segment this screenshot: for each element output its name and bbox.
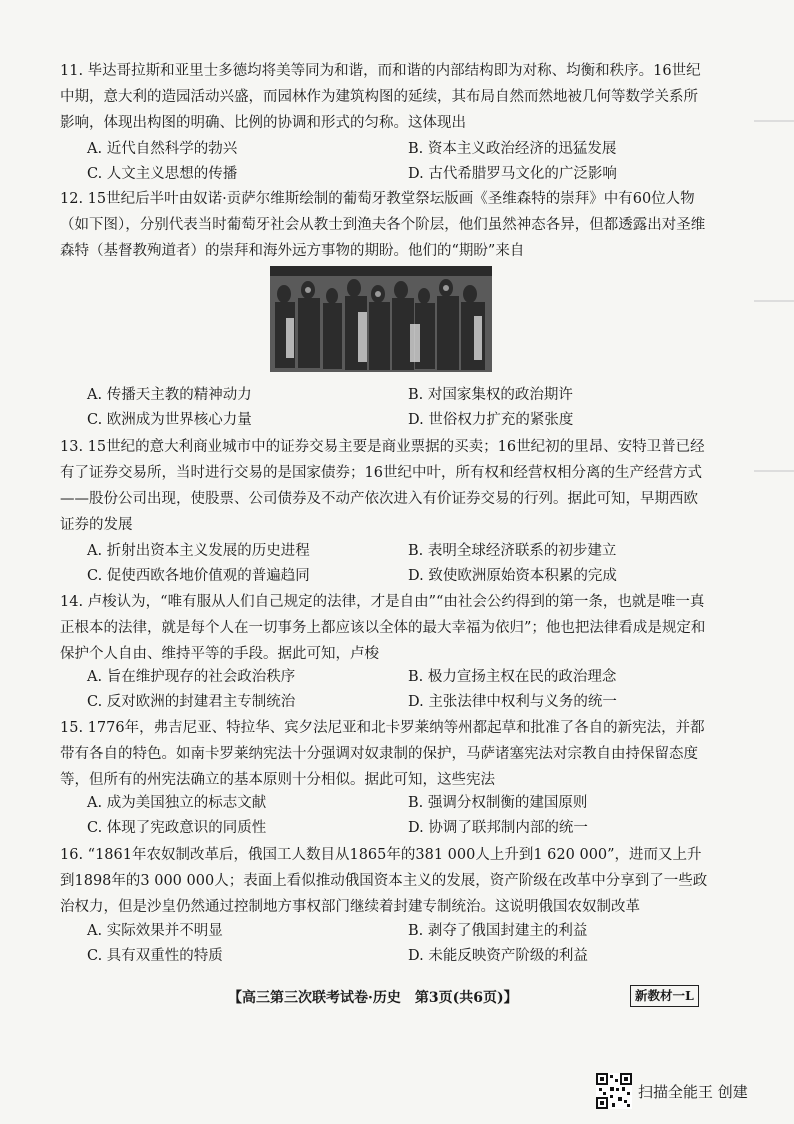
question-stem: 16. “1861年农奴制改革后，俄国工人数目从1865年的381 000人上升到1 620 000”，进而又上升到1898年的3 000 000人；表面上看似推动俄国资本主义的发展，资产阶级在改革中分享到了一些政治权力，但是沙皇仍然通过控制地方事权部门继续着封建专制统治。这说明俄国农奴制改革: [60, 847, 708, 915]
question-16: [60, 842, 710, 920]
margin-mark: [754, 120, 794, 122]
option-a: A. 旨在维护现存的社会政治秩序: [87, 669, 296, 685]
question-stem: 12. 15世纪后半叶由奴诺·贡萨尔维斯绘制的葡萄牙教堂祭坛版画《圣维森特的崇拜》中有60位人物（如下图），分别代表当时葡萄牙社会从教士到渔夫各个阶层，他们虽然神态各异，但都透露出对圣维森特（基督教殉道者）的崇拜和海外远方事物的期盼。他们的“期盼”来自: [60, 191, 706, 259]
option-c: C. 反对欧洲的封建君主专制统治: [87, 694, 296, 710]
question-13: [60, 434, 710, 538]
option-a: A. 传播天主教的精神动力: [87, 387, 252, 403]
option-a: A. 折射出资本主义发展的历史进程: [87, 543, 310, 559]
margin-mark: [754, 300, 794, 302]
option-a: A. 实际效果并不明显: [87, 923, 223, 939]
option-b: B. 对国家集权的政治期许: [408, 387, 573, 403]
question-stem: 13. 15世纪的意大利商业城市中的证券交易主要是商业票据的买卖；16世纪初的里昂、安特卫普已经有了证券交易所，当时进行交易的是国家债券；16世纪中叶，所有权和经营权相分离的生产经营方式——股份公司出现，使股票、公司债券及不动产依次进入有价证券交易的行列。据此可知，早期西欧证券的发展: [60, 439, 705, 533]
option-c: C. 具有双重性的特质: [87, 948, 223, 964]
question-stem: 15. 1776年，弗吉尼亚、特拉华、宾夕法尼亚和北卡罗莱纳等州都起草和批准了各自的新宪法，并都带有各自的特色。如南卡罗莱纳宪法十分强调对奴隶制的保护，马萨诸塞宪法对宗教自由持保留态度等，但所有的州宪法确立的基本原则十分相似。据此可知，这些宪法: [60, 720, 705, 788]
option-d: D. 主张法律中权利与义务的统一: [408, 694, 617, 710]
question-12: [60, 186, 710, 264]
option-d: D. 协调了联邦制内部的统一: [408, 820, 588, 836]
margin-mark: [754, 470, 794, 472]
question-stem: 11. 毕达哥拉斯和亚里士多德均将美等同为和谐，而和谐的内部结构即为对称、均衡和秩序。16世纪中期，意大利的造园活动兴盛，而园林作为建筑构图的延续，其布局自然而然地被几何等数学关系所影响，体现出构图的明确、比例的协调和形式的匀称。这体现出: [60, 63, 701, 131]
scanner-watermark-label: 扫描全能王 创建: [638, 1083, 748, 1101]
question-14: [60, 589, 710, 667]
option-c: C. 促使西欧各地价值观的普遍趋同: [87, 568, 310, 584]
option-b: B. 表明全球经济联系的初步建立: [408, 543, 617, 559]
question-stem: 14. 卢梭认为，“唯有服从人们自己规定的法律，才是自由”“由社会公约得到的第一条，也就是唯一真正根本的法律，就是每个人在一切事务上都应该以全体的最大幸福为依归”；他也把法律看成是规定和保护个人自由、维持平等的手段。据此可知，卢梭: [60, 594, 706, 662]
option-c: C. 人文主义思想的传播: [87, 166, 238, 182]
option-d: D. 未能反映资产阶级的利益: [408, 948, 588, 964]
altarpiece-image: [270, 266, 492, 372]
option-a: A. 近代自然科学的勃兴: [87, 141, 238, 157]
option-c: C. 欧洲成为世界核心力量: [87, 412, 252, 428]
edition-tag: 新教材一L: [630, 985, 699, 1007]
option-d: D. 古代希腊罗马文化的广泛影响: [408, 166, 617, 182]
option-a: A. 成为美国独立的标志文献: [87, 795, 267, 811]
question-11: [60, 58, 710, 136]
question-15: [60, 715, 710, 793]
option-d: D. 致使欧洲原始资本积累的完成: [408, 568, 617, 584]
option-b: B. 极力宣扬主权在民的政治理念: [408, 669, 617, 685]
page-footer: 【高三第三次联考试卷·历史 第3页(共6页)】: [228, 990, 518, 1006]
option-c: C. 体现了宪政意识的同质性: [87, 820, 267, 836]
option-b: B. 资本主义政治经济的迅猛发展: [408, 141, 617, 157]
option-b: B. 剥夺了俄国封建主的利益: [408, 923, 588, 939]
option-b: B. 强调分权制衡的建国原则: [408, 795, 588, 811]
qr-code-icon: [596, 1073, 632, 1109]
option-d: D. 世俗权力扩充的紧张度: [408, 412, 574, 428]
